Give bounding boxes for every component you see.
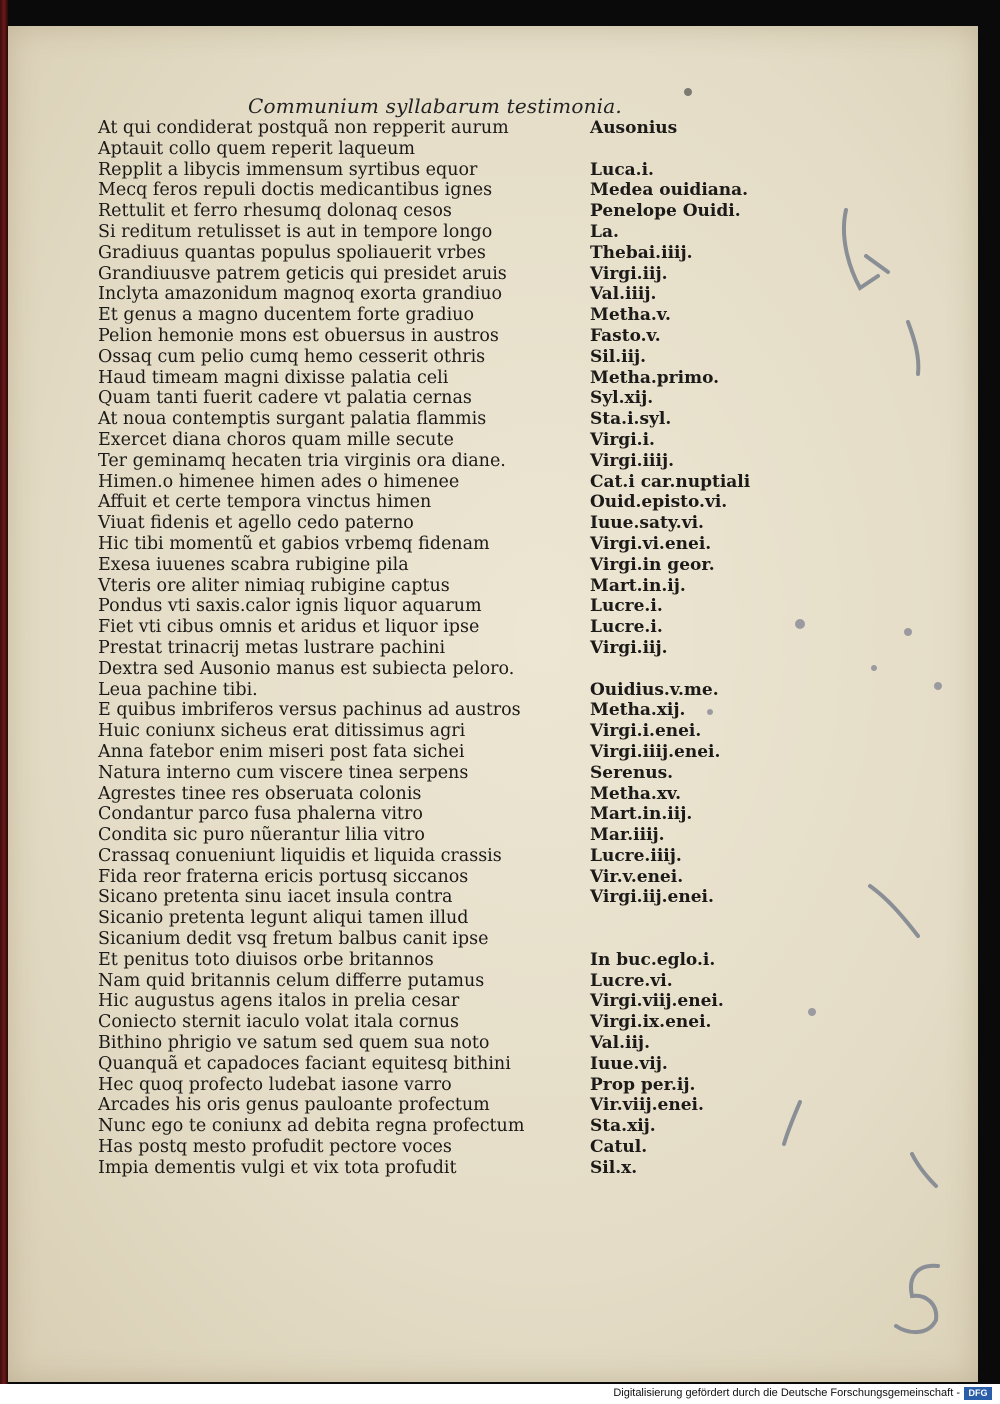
verse-text: Viuat fidenis et agello cedo paterno xyxy=(98,513,414,534)
verse-source-reference: Iuue.saty.vi. xyxy=(590,513,704,534)
verse-text: Impia dementis vulgi et vix tota profudit xyxy=(98,1157,457,1178)
verse-text: Haud timeam magni dixisse palatia celi xyxy=(98,367,449,388)
verse-text: Sicano pretenta sinu iacet insula contra xyxy=(98,887,453,908)
verse-source-reference: Ouidius.v.me. xyxy=(590,679,719,700)
verse-source-reference: Thebai.iiij. xyxy=(590,242,693,263)
verse-source-reference: Val.iiij. xyxy=(590,284,657,305)
verse-source-reference: Sil.x. xyxy=(590,1157,638,1178)
verse-text: Vteris ore aliter nimiaq rubigine captus xyxy=(98,575,450,596)
verse-text: At noua contemptis surgant palatia flammis xyxy=(98,409,487,430)
verse-text: Rettulit et ferro rhesumq dolonaq cesos xyxy=(98,201,452,222)
verse-source-reference: Penelope Ouidi. xyxy=(590,201,741,222)
book-binding-edge xyxy=(0,0,8,1384)
verse-text: Arcades his oris genus pauloante profectum xyxy=(98,1095,490,1116)
verse-text: Inclyta amazonidum magnoq exorta grandiuo xyxy=(98,284,503,305)
verse-text: Bithino phrigio ve satum sed quem sua noto xyxy=(98,1033,490,1054)
verse-text: Quam tanti fuerit cadere vt palatia cernas xyxy=(98,388,472,409)
verse-source-reference: Catul. xyxy=(590,1137,648,1158)
verse-text: Hic tibi momentũ et gabios vrbemq fidenam xyxy=(98,533,490,554)
verse-source-reference: Virgi.i. xyxy=(590,429,655,450)
verse-text: Sicanium dedit vsq fretum balbus canit ipse xyxy=(98,929,489,950)
footer-bar xyxy=(0,1384,1000,1404)
verse-text: Prestat trinacrij metas lustrare pachini xyxy=(98,637,446,658)
verse-text: Agrestes tinee res obseruata colonis xyxy=(98,783,422,804)
dfg-logo: DFG xyxy=(964,1387,992,1400)
verse-source-reference: Vir.v.enei. xyxy=(590,866,684,887)
verse-source-reference: Syl.xij. xyxy=(590,388,654,409)
verse-source-reference: Luca.i. xyxy=(590,159,654,180)
verse-source-reference: Medea ouidiana. xyxy=(590,180,749,201)
verse-source-reference: Ouid.episto.vi. xyxy=(590,492,728,513)
verse-source-reference: Val.iij. xyxy=(590,1033,651,1054)
verse-source-reference: Fasto.v. xyxy=(590,325,661,346)
verse-source-reference: Sta.i.syl. xyxy=(590,409,672,430)
verse-source-reference: Virgi.in geor. xyxy=(590,554,715,575)
verse-text: Mecq feros repuli doctis medicantibus ignes xyxy=(98,180,493,201)
verse-text: Crassaq conueniunt liquidis et liquida crassis xyxy=(98,845,502,866)
verse-text: Et genus a magno ducentem forte gradiuo xyxy=(98,305,474,326)
verse-source-reference: Serenus. xyxy=(590,762,674,783)
page-heading: Communium syllabarum testimonia. xyxy=(248,94,622,118)
verse-source-reference: Vir.viij.enei. xyxy=(590,1095,704,1116)
verse-text: Dextra sed Ausonio manus est subiecta peloro. xyxy=(98,658,515,679)
verse-text: Hic augustus agens italos in prelia cesar xyxy=(98,991,460,1012)
verse-text: Hec quoq profecto ludebat iasone varro xyxy=(98,1074,452,1095)
verse-text: Natura interno cum viscere tinea serpens xyxy=(98,762,469,783)
verse-text: Leua pachine tibi. xyxy=(98,679,258,700)
verse-text: Ossaq cum pelio cumq hemo cesserit othris xyxy=(98,346,486,367)
verse-text: Sicanio pretenta legunt aliqui tamen illud xyxy=(98,908,469,929)
verse-source-reference: Lucre.i. xyxy=(590,596,663,617)
verse-source-reference: Virgi.iij. xyxy=(590,637,668,658)
verse-text: Gradiuus quantas populus spoliauerit vrbes xyxy=(98,242,486,263)
verse-text: Affuit et certe tempora vinctus himen xyxy=(98,492,432,513)
verse-source-reference: In buc.eglo.i. xyxy=(590,949,716,970)
verse-source-reference: Metha.xv. xyxy=(590,783,682,804)
verse-text: Exercet diana choros quam mille secute xyxy=(98,429,454,450)
verse-text: Huic coniunx sicheus erat ditissimus agri xyxy=(98,721,466,742)
verse-text: Fida reor fraterna ericis portusq siccanos xyxy=(98,866,469,887)
verse-source-reference: Virgi.iiij. xyxy=(590,450,675,471)
verse-source-reference: Virgi.vi.enei. xyxy=(590,533,712,554)
verse-source-reference: Sta.xij. xyxy=(590,1116,656,1137)
verse-source-reference: Prop per.ij. xyxy=(590,1074,696,1095)
verse-source-reference: Lucre.vi. xyxy=(590,970,673,991)
verse-source-reference: La. xyxy=(590,221,619,242)
verse-text: Fiet vti cibus omnis et aridus et liquor ipse xyxy=(98,617,480,638)
verse-text: Nam quid britannis celum differre putamus xyxy=(98,970,485,991)
verse-source-reference: Lucre.i. xyxy=(590,617,663,638)
verse-text: Coniecto sternit iaculo volat itala cornus xyxy=(98,1012,460,1033)
verse-text: Grandiuusve patrem geticis qui presidet aruis xyxy=(98,263,507,284)
verse-text: Repplit a libycis immensum syrtibus equor xyxy=(98,159,478,180)
verse-text: Condantur parco fusa phalerna vitro xyxy=(98,804,423,825)
verse-text: Exesa iuuenes scabra rubigine pila xyxy=(98,554,409,575)
verse-source-reference: Virgi.iij. xyxy=(590,263,668,284)
verse-source-reference: Virgi.i.enei. xyxy=(590,721,702,742)
verse-text: Pondus vti saxis.calor ignis liquor aquarum xyxy=(98,596,482,617)
verse-source-reference: Metha.primo. xyxy=(590,367,720,388)
funding-notice: Digitalisierung gefördert durch die Deutsche Forschungsgemeinschaft - xyxy=(613,1387,960,1399)
verse-source-reference: Mar.iiij. xyxy=(590,825,665,846)
verse-source-reference: Virgi.iiij.enei. xyxy=(590,741,721,762)
verse-text: E quibus imbriferos versus pachinus ad austros xyxy=(98,700,521,721)
verse-source-reference: Virgi.viij.enei. xyxy=(590,991,724,1012)
verse-text: Aptauit collo quem reperit laqueum xyxy=(98,138,415,159)
verse-text: Quanquã et capadoces faciant equitesq bithini xyxy=(98,1053,511,1074)
verse-text: Nunc ego te coniunx ad debita regna profectum xyxy=(98,1116,525,1137)
verse-source-reference: Metha.v. xyxy=(590,305,671,326)
verse-source-reference: Virgi.iij.enei. xyxy=(590,887,714,908)
verse-source-reference: Cat.i car.nuptiali xyxy=(590,471,751,492)
verse-source-reference: Ausonius xyxy=(590,118,678,138)
verse-source-reference: Metha.xij. xyxy=(590,700,686,721)
verse-source-reference: Mart.in.ij. xyxy=(590,575,686,596)
verse-source-reference: Sil.iij. xyxy=(590,346,647,367)
verse-text: Et penitus toto diuisos orbe britannos xyxy=(98,949,434,970)
margin-pencil-marks xyxy=(8,26,978,1382)
verse-text: Pelion hemonie mons est obuersus in austros xyxy=(98,325,499,346)
verse-text: Si reditum retulisset is aut in tempore longo xyxy=(98,221,493,242)
verse-text: Himen.o himenee himen ades o himenee xyxy=(98,471,460,492)
verse-text: Ter geminamq hecaten tria virginis ora diane. xyxy=(98,450,506,471)
verse-text: Anna fatebor enim miseri post fata sichei xyxy=(98,741,465,762)
verse-source-reference: Iuue.vij. xyxy=(590,1053,668,1074)
verse-source-reference: Mart.in.iij. xyxy=(590,804,693,825)
verse-text: At qui condiderat postquã non repperit aurum xyxy=(98,118,509,138)
verse-source-reference: Virgi.ix.enei. xyxy=(590,1012,712,1033)
verse-source-reference: Lucre.iiij. xyxy=(590,845,682,866)
verse-text: Has postq mesto profudit pectore voces xyxy=(98,1137,452,1158)
verse-text: Condita sic puro nũerantur lilia vitro xyxy=(98,825,425,846)
